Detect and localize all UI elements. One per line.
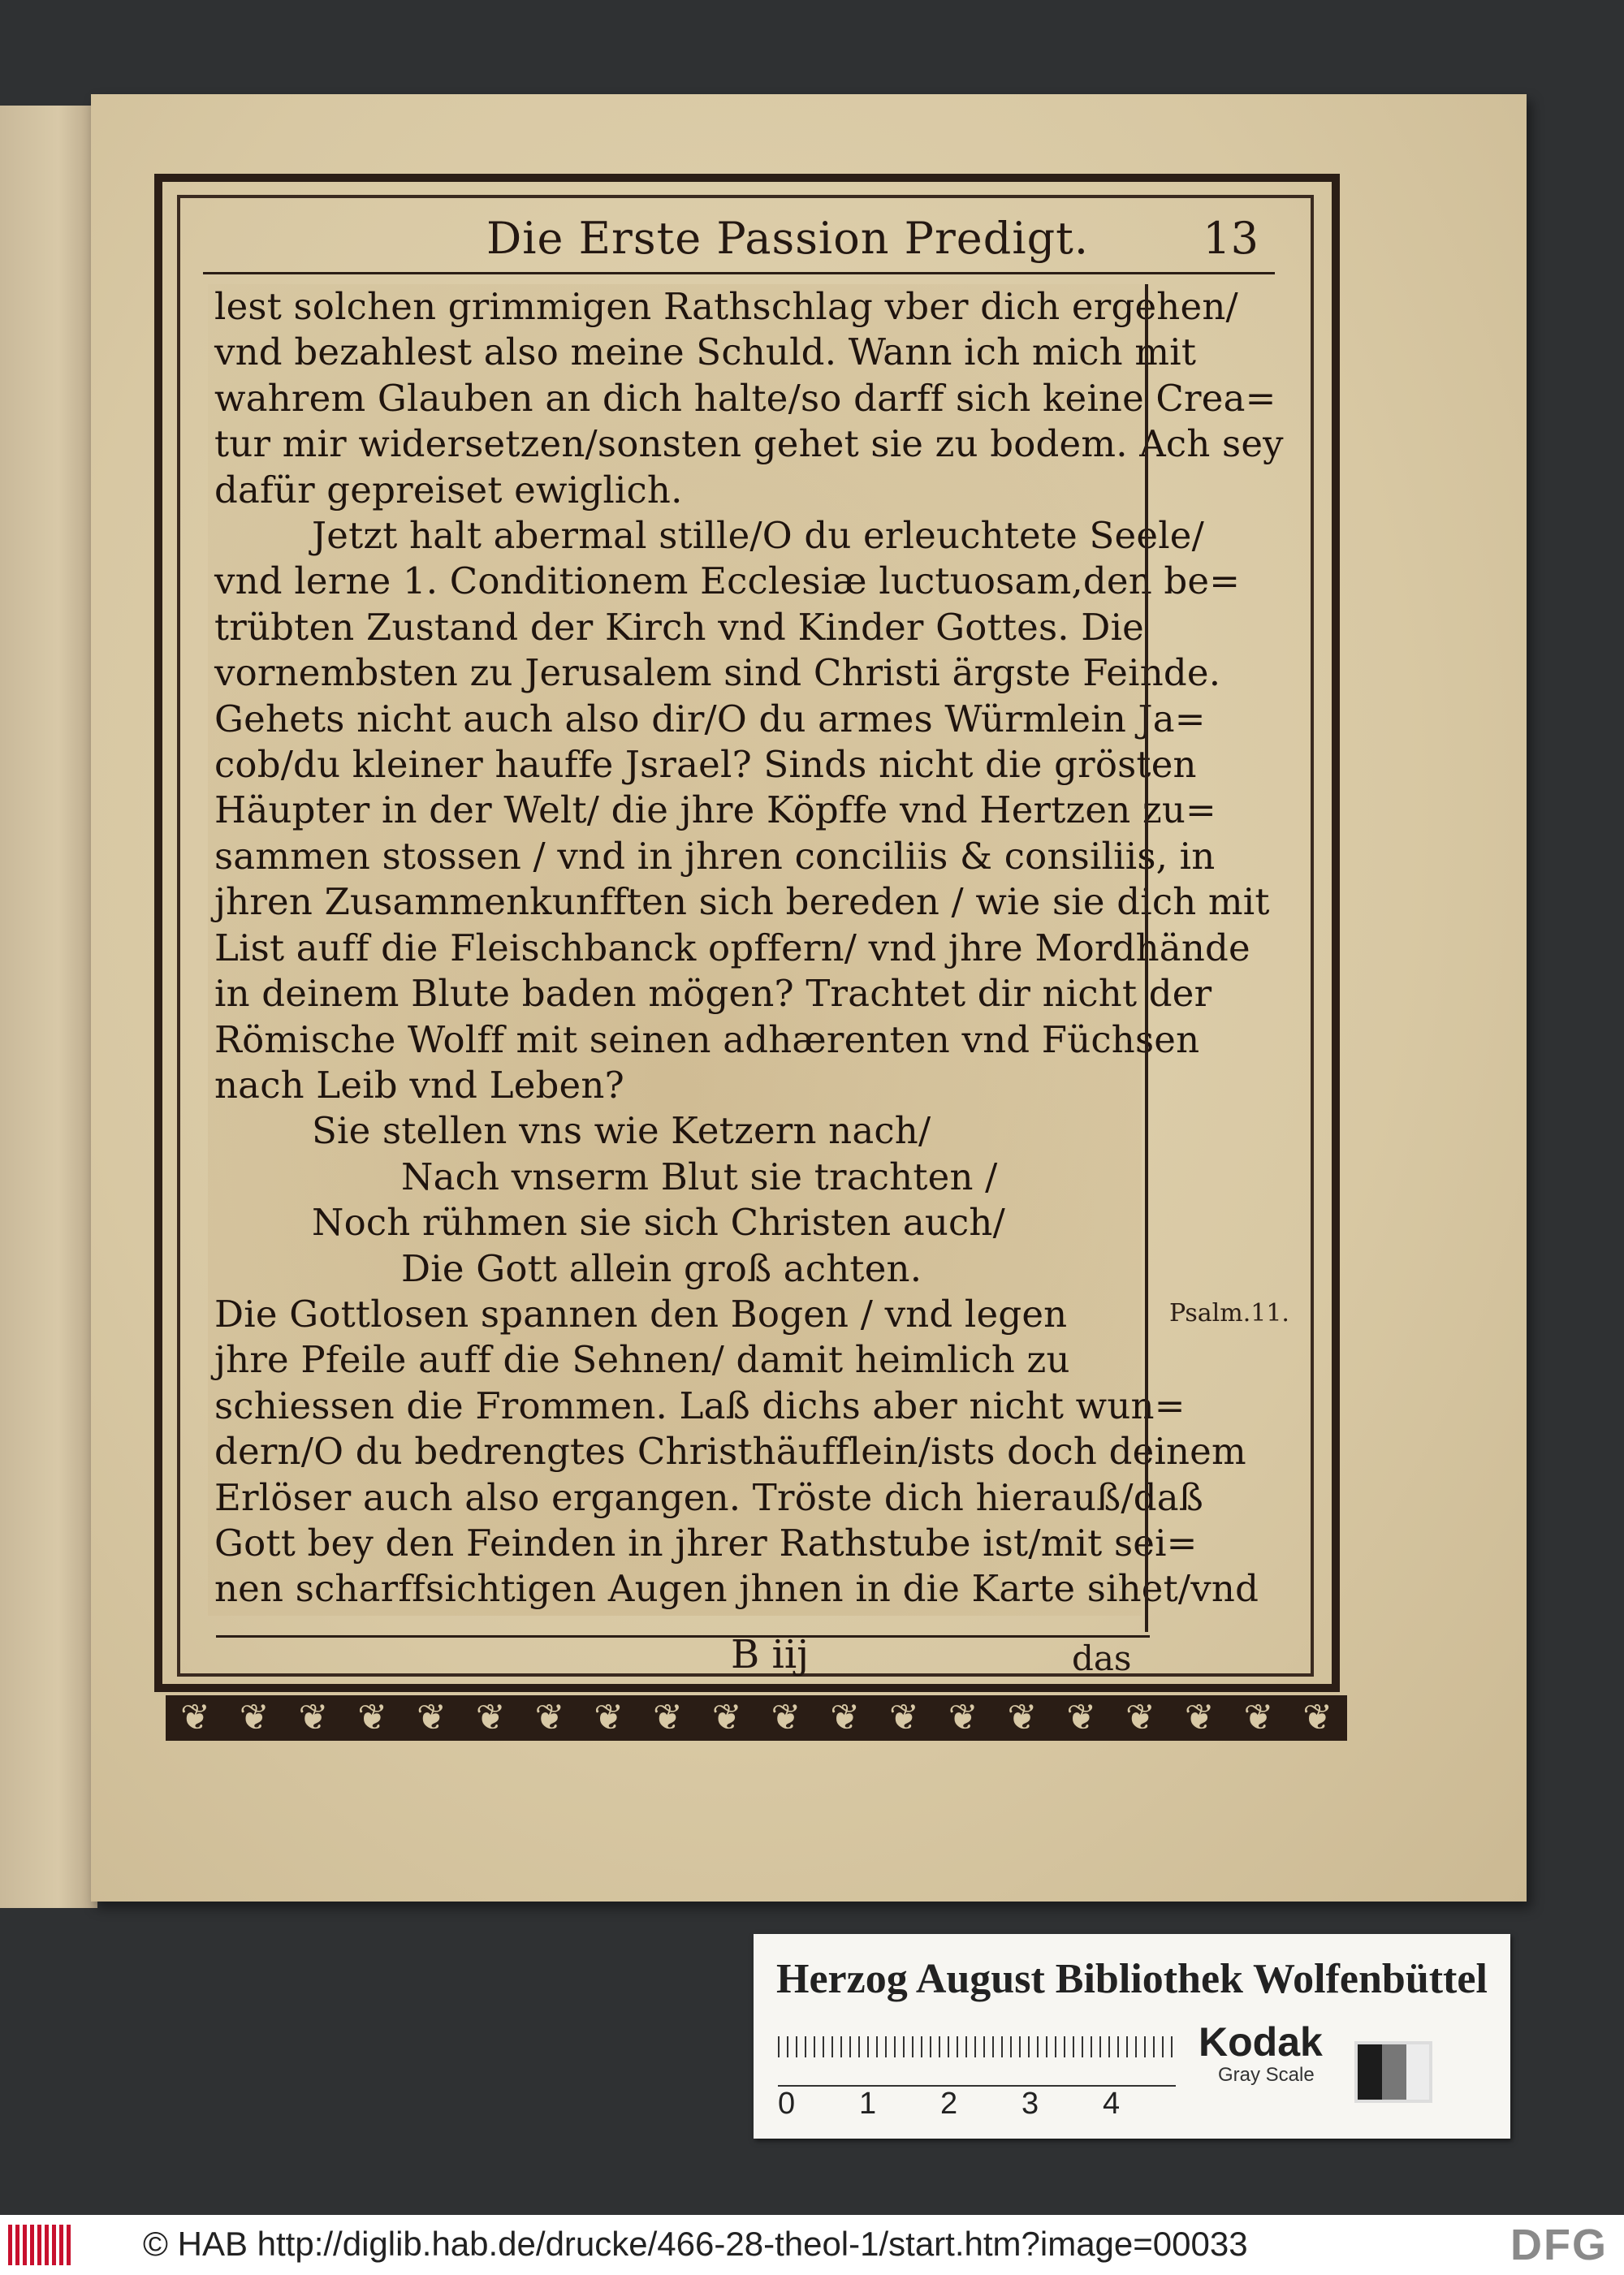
catchword: das xyxy=(1072,1638,1132,1678)
ruler-number: 3 xyxy=(1021,2087,1039,2121)
ornament-icon: ❦ xyxy=(594,1697,624,1738)
gray-scale-label: Gray Scale xyxy=(1218,2064,1315,2086)
verse-line: Nach vnserm Blut sie trachten / xyxy=(401,1155,998,1198)
verse-line: Noch rühmen sie sich Christen auch/ xyxy=(312,1201,1005,1245)
running-title: Die Erste Passion Predigt. xyxy=(486,213,1090,264)
text-line: dafür gepreiset ewiglich. xyxy=(214,468,683,512)
ornament-icon: ❦ xyxy=(298,1697,329,1738)
text-line: dern/O du bedrengtes Christhäufflein/ists doch deinem xyxy=(214,1430,1246,1474)
color-reference-card xyxy=(754,1934,1510,2139)
gray-scale-patch xyxy=(1354,2041,1432,2103)
verse-line: Sie stellen vns wie Ketzern nach/ xyxy=(312,1109,931,1153)
signature-mark: B iij xyxy=(731,1632,810,1677)
ornament-icon: ❦ xyxy=(1007,1697,1038,1738)
text-line: jhren Zusammenkunfften sich bereden / wie sie dich mit xyxy=(214,880,1270,924)
ornamental-border xyxy=(166,1695,1347,1741)
text-line: Die Gottlosen spannen den Bogen / vnd legen xyxy=(214,1292,1068,1336)
ornament-icon: ❦ xyxy=(357,1697,388,1738)
kodak-logo: Kodak xyxy=(1199,2019,1323,2065)
text-line: cob/du kleiner hauffe Jsrael? Sinds nicht die grösten xyxy=(214,743,1197,787)
column-rule xyxy=(1145,284,1148,1632)
ornament-icon: ❦ xyxy=(239,1697,270,1738)
text-line: vnd lerne 1. Conditionem Ecclesiæ luctuosam,den be= xyxy=(214,559,1241,603)
ruler-number: 4 xyxy=(1103,2087,1121,2121)
ornament-icon: ❦ xyxy=(1066,1697,1097,1738)
text-line: schiessen die Frommen. Laß dichs aber nicht wun= xyxy=(214,1384,1186,1427)
ruler-number: 2 xyxy=(940,2087,958,2121)
ruler-numbers xyxy=(778,2087,1184,2122)
text-line: jhre Pfeile auff die Sehnen/ damit heimlich zu xyxy=(214,1338,1070,1382)
text-line: List auff die Fleischbanck opffern/ vnd jhre Mordhände xyxy=(214,926,1250,969)
ornament-icon: ❦ xyxy=(888,1697,919,1738)
header-rule xyxy=(203,272,1275,274)
ornament-icon: ❦ xyxy=(830,1697,861,1738)
verse-line: Die Gott allein groß achten. xyxy=(401,1246,922,1290)
text-line: sammen stossen / vnd in jhren conciliis & consiliis, in xyxy=(214,834,1216,878)
text-line: in deinem Blute baden mögen? Trachtet dir nicht der xyxy=(214,972,1212,1016)
ruler-number: 0 xyxy=(778,2087,796,2121)
text-line: vornembsten zu Jerusalem sind Christi ärgste Feinde. xyxy=(214,651,1221,695)
credit-link[interactable]: © HAB http://diglib.hab.de/drucke/466-28-theol-1/start.htm?image=00033 xyxy=(143,2225,1248,2263)
marginal-note: Psalm.11. xyxy=(1169,1299,1289,1327)
ornament-icon: ❦ xyxy=(534,1697,565,1738)
text-line: Gehets nicht auch also dir/O du armes Würmlein Ja= xyxy=(214,697,1206,740)
adjacent-page-edge xyxy=(0,106,97,1908)
library-name: Herzog August Bibliothek Wolfenbüttel xyxy=(776,1956,1488,2002)
footer-rule xyxy=(216,1635,1150,1638)
verse-block xyxy=(214,1108,1135,1292)
text-line: nen scharffsichtigen Augen jhnen in die Karte sihet/vnd xyxy=(214,1567,1259,1611)
text-line: Jetzt halt abermal stille/O du erleuchtete Seele/ xyxy=(312,514,1204,558)
dfg-logo: DFG xyxy=(1510,2221,1608,2269)
ornament-icon: ❦ xyxy=(711,1697,742,1738)
running-head xyxy=(203,213,1275,270)
ruler-number: 1 xyxy=(859,2087,877,2121)
ornament-icon: ❦ xyxy=(1243,1697,1274,1738)
ornament-icon: ❦ xyxy=(179,1697,210,1738)
text-line: lest solchen grimmigen Rathschlag vber dich ergehen/ xyxy=(214,285,1238,328)
text-line: trübten Zustand der Kirch vnd Kinder Gottes. Die xyxy=(214,605,1144,649)
ornament-icon: ❦ xyxy=(771,1697,801,1738)
text-line: Häupter in der Welt/ die jhre Köpffe vnd Hertzen zu= xyxy=(214,788,1216,832)
ornament-icon: ❦ xyxy=(416,1697,447,1738)
page-number: 13 xyxy=(1203,213,1259,264)
text-line: vnd bezahlest also meine Schuld. Wann ich mich mit xyxy=(214,330,1197,374)
text-line: wahrem Glauben an dich halte/so darff sich keine Crea= xyxy=(214,376,1276,420)
footer-bar xyxy=(0,2215,1624,2275)
ornament-icon: ❦ xyxy=(1125,1697,1155,1738)
scale-ruler xyxy=(778,2036,1176,2087)
ornament-icon: ❦ xyxy=(948,1697,978,1738)
ornament-icon: ❦ xyxy=(475,1697,506,1738)
ornament-icon: ❦ xyxy=(652,1697,683,1738)
text-line: Erlöser auch also ergangen. Tröste dich hierauß/daß xyxy=(214,1475,1204,1519)
text-line: tur mir widersetzen/sonsten gehet sie zu bodem. Ach sey xyxy=(214,422,1284,466)
ornament-icon: ❦ xyxy=(1302,1697,1333,1738)
barcode-icon xyxy=(8,2225,73,2265)
ornament-icon: ❦ xyxy=(1184,1697,1215,1738)
text-line: Römische Wolff mit seinen adhærenten vnd Füchsen xyxy=(214,1017,1200,1061)
text-line: Gott bey den Feinden in jhrer Rathstube ist/mit sei= xyxy=(214,1521,1198,1565)
text-line: nach Leib vnd Leben? xyxy=(214,1063,624,1107)
